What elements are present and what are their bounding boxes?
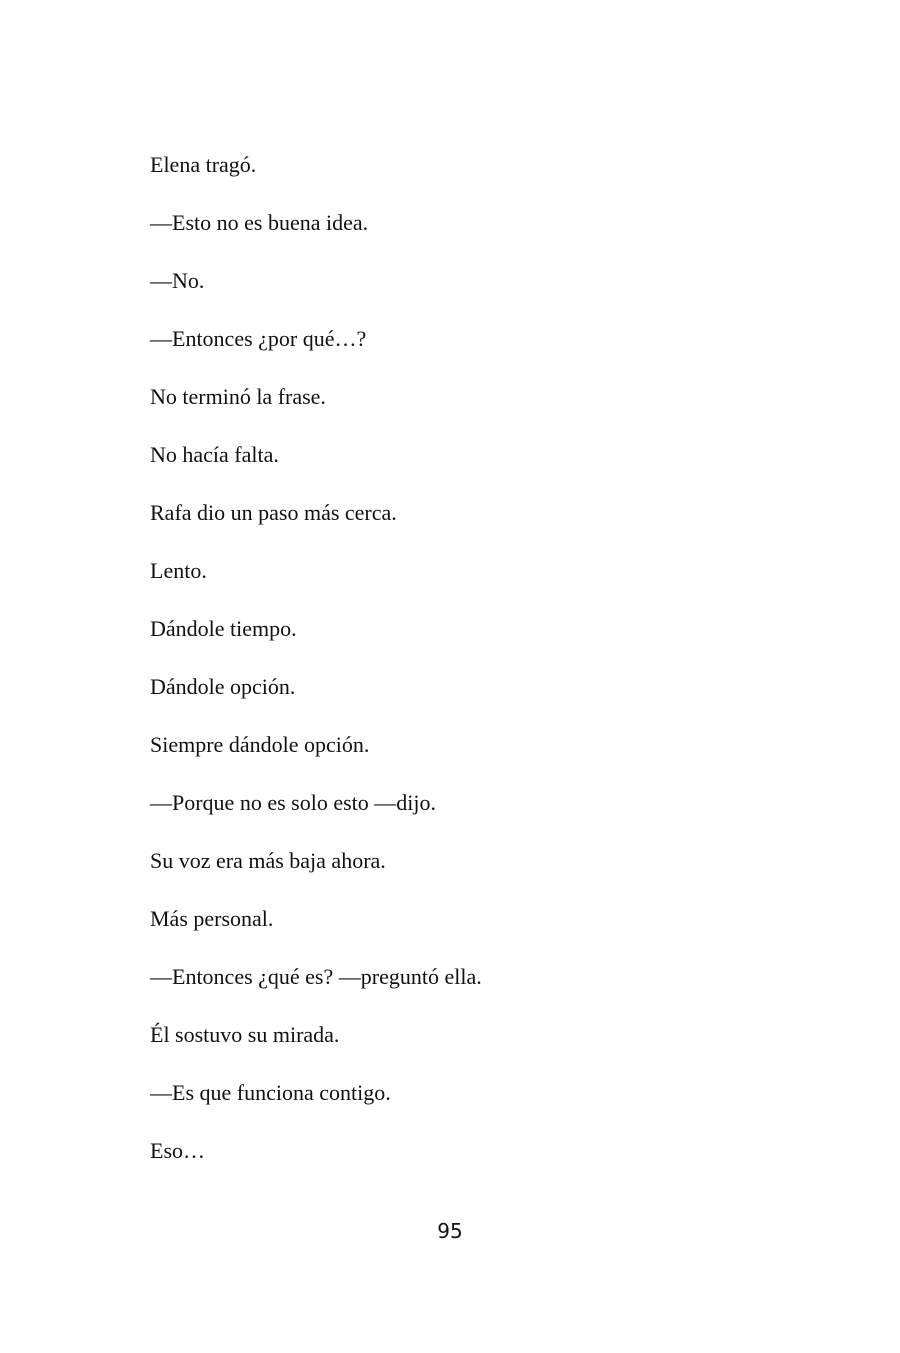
paragraph: No terminó la frase. [150, 384, 326, 409]
body-text [150, 150, 770, 1194]
paragraph: —Entonces ¿qué es? —preguntó ella. [150, 964, 482, 989]
paragraph: —Esto no es buena idea. [150, 210, 369, 235]
paragraph: Dándole tiempo. [150, 616, 297, 641]
paragraph: —Entonces ¿por qué…? [150, 326, 367, 351]
paragraph: Más personal. [150, 906, 274, 931]
paragraph: Lento. [150, 558, 207, 583]
paragraph: Elena tragó. [150, 152, 257, 177]
paragraph: —Porque no es solo esto —dijo. [150, 790, 436, 815]
paragraph: —Es que funciona contigo. [150, 1080, 391, 1105]
paragraph: No hacía falta. [150, 442, 279, 467]
paragraph: Él sostuvo su mirada. [150, 1022, 340, 1047]
paragraph: Eso… [150, 1138, 205, 1163]
paragraph: Dándole opción. [150, 674, 296, 699]
paragraph: Siempre dándole opción. [150, 732, 370, 757]
page-number: 95 [437, 1219, 463, 1243]
paragraph: —No. [150, 268, 205, 293]
paragraph: Rafa dio un paso más cerca. [150, 500, 397, 525]
paragraph: Su voz era más baja ahora. [150, 848, 386, 873]
